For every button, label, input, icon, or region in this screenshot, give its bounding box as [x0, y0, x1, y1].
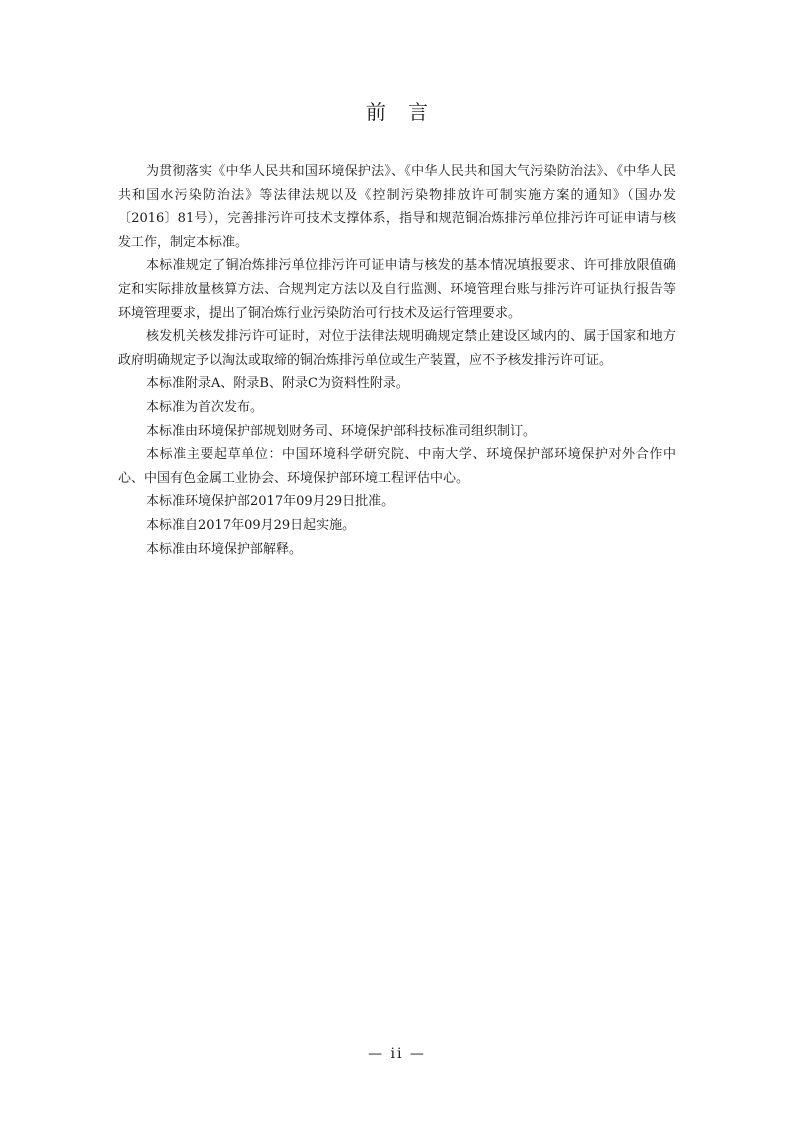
paragraph-purpose: 为贯彻落实《中华人民共和国环境保护法》、《中华人民共和国大气污染防治法》、《中华人民共和国水污染防治法》等法律法规以及《控制污染物排放许可制实施方案的通知》（国办发〔2016〕81号），完善排污许可技术支撑体系，指导和规范铜冶炼排污单位排污许可证申请与核发工作，制定本标准。 [118, 164, 676, 250]
paragraph-first-release: 本标准为首次发布。 [146, 399, 264, 415]
paragraph-approval-date: 本标准环境保护部2017年09月29日批准。 [146, 494, 395, 510]
paragraph-interpretation: 本标准由环境保护部解释。 [146, 541, 303, 557]
paragraph-organizers: 本标准由环境保护部规划财务司、环境保护部科技标准司组织制订。 [146, 423, 537, 439]
paragraph-drafting-units: 本标准主要起草单位：中国环境科学研究院、中南大学、环境保护部环境保护对外合作中心、中国有色金属工业协会、环境保护部环境工程评估中心。 [118, 447, 676, 486]
paragraph-scope: 本标准规定了铜冶炼排污单位排污许可证申请与核发的基本情况填报要求、许可排放限值确定和实际排放量核算方法、合规判定方法以及自行监测、环境管理台账与排污许可证执行报告等环境管理要求，提出了铜冶炼行业污染防治可行技术及运行管理要求。 [118, 258, 676, 321]
preface-body [118, 160, 676, 561]
page-number: — ii — [368, 1046, 426, 1062]
paragraph-appendices: 本标准附录A、附录B、附录C为资料性附录。 [146, 376, 409, 392]
page-title: 前言 [366, 100, 450, 124]
paragraph-effective-date: 本标准自2017年09月29日起实施。 [146, 517, 356, 533]
paragraph-issuance-restriction: 核发机关核发排污许可证时，对位于法律法规明确规定禁止建设区域内的、属于国家和地方政府明确规定予以淘汰或取缔的铜冶炼排污单位或生产装置，应不予核发排污许可证。 [118, 329, 676, 368]
